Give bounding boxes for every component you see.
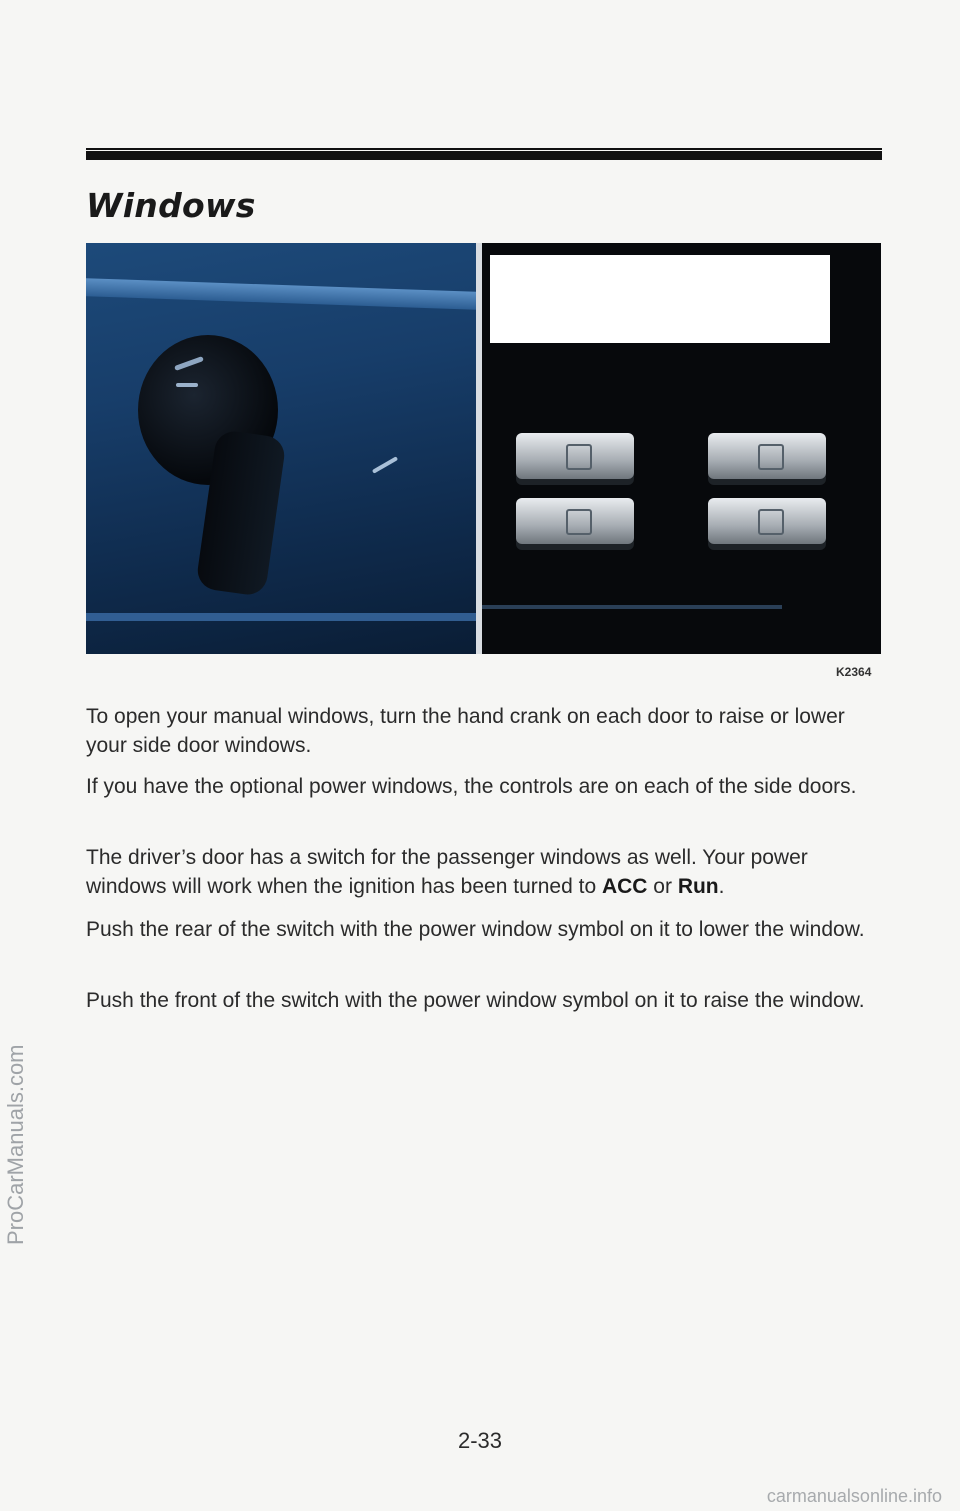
ignition-acc-label: ACC — [601, 875, 648, 898]
window-symbol-icon — [758, 444, 784, 470]
paragraph-optional-power-windows: If you have the optional power windows, the controls are on each of the side doors. — [86, 775, 857, 798]
figure-code: K2364 — [836, 665, 872, 679]
manual-crank-photo — [86, 243, 476, 654]
power-window-switch — [708, 433, 826, 479]
paragraph-raise-window: Push the front of the switch with the power window symbol on it to raise the window. — [86, 989, 865, 1012]
crank-highlight — [372, 456, 398, 473]
crank-highlight — [176, 383, 198, 387]
page-title: Windows — [86, 186, 256, 225]
window-symbol-icon — [566, 444, 592, 470]
power-window-switch — [516, 433, 634, 479]
paragraph-text: . — [718, 875, 725, 898]
window-controls-photo — [86, 243, 881, 654]
paragraph-text: or — [647, 875, 678, 898]
paragraph-text: The driver’s door has a switch for the passenger windows as well. Your power windows will work when the ignition has been turned to — [86, 846, 808, 898]
page-number: 2-33 — [457, 1428, 503, 1453]
power-window-switch — [708, 498, 826, 544]
power-window-switch — [516, 498, 634, 544]
power-window-switches-photo — [482, 243, 881, 654]
label-area — [490, 255, 830, 343]
window-symbol-icon — [758, 509, 784, 535]
paragraph-lower-window: Push the rear of the switch with the power window symbol on it to lower the window. — [86, 918, 865, 941]
door-edge — [86, 278, 476, 310]
header-rule-thin — [86, 148, 882, 150]
bottom-watermark: carmanualsonline.info — [766, 1486, 942, 1506]
header-rule-thick — [86, 151, 882, 160]
ignition-run-label: Run — [677, 875, 719, 898]
side-watermark: ProCarManuals.com — [3, 1044, 28, 1245]
door-trim — [86, 613, 476, 621]
panel-trim — [482, 605, 782, 609]
paragraph-driver-switch — [86, 843, 880, 901]
paragraph-manual-windows: To open your manual windows, turn the hand crank on each door to raise or lower your side door windows. — [86, 705, 845, 757]
window-symbol-icon — [566, 509, 592, 535]
